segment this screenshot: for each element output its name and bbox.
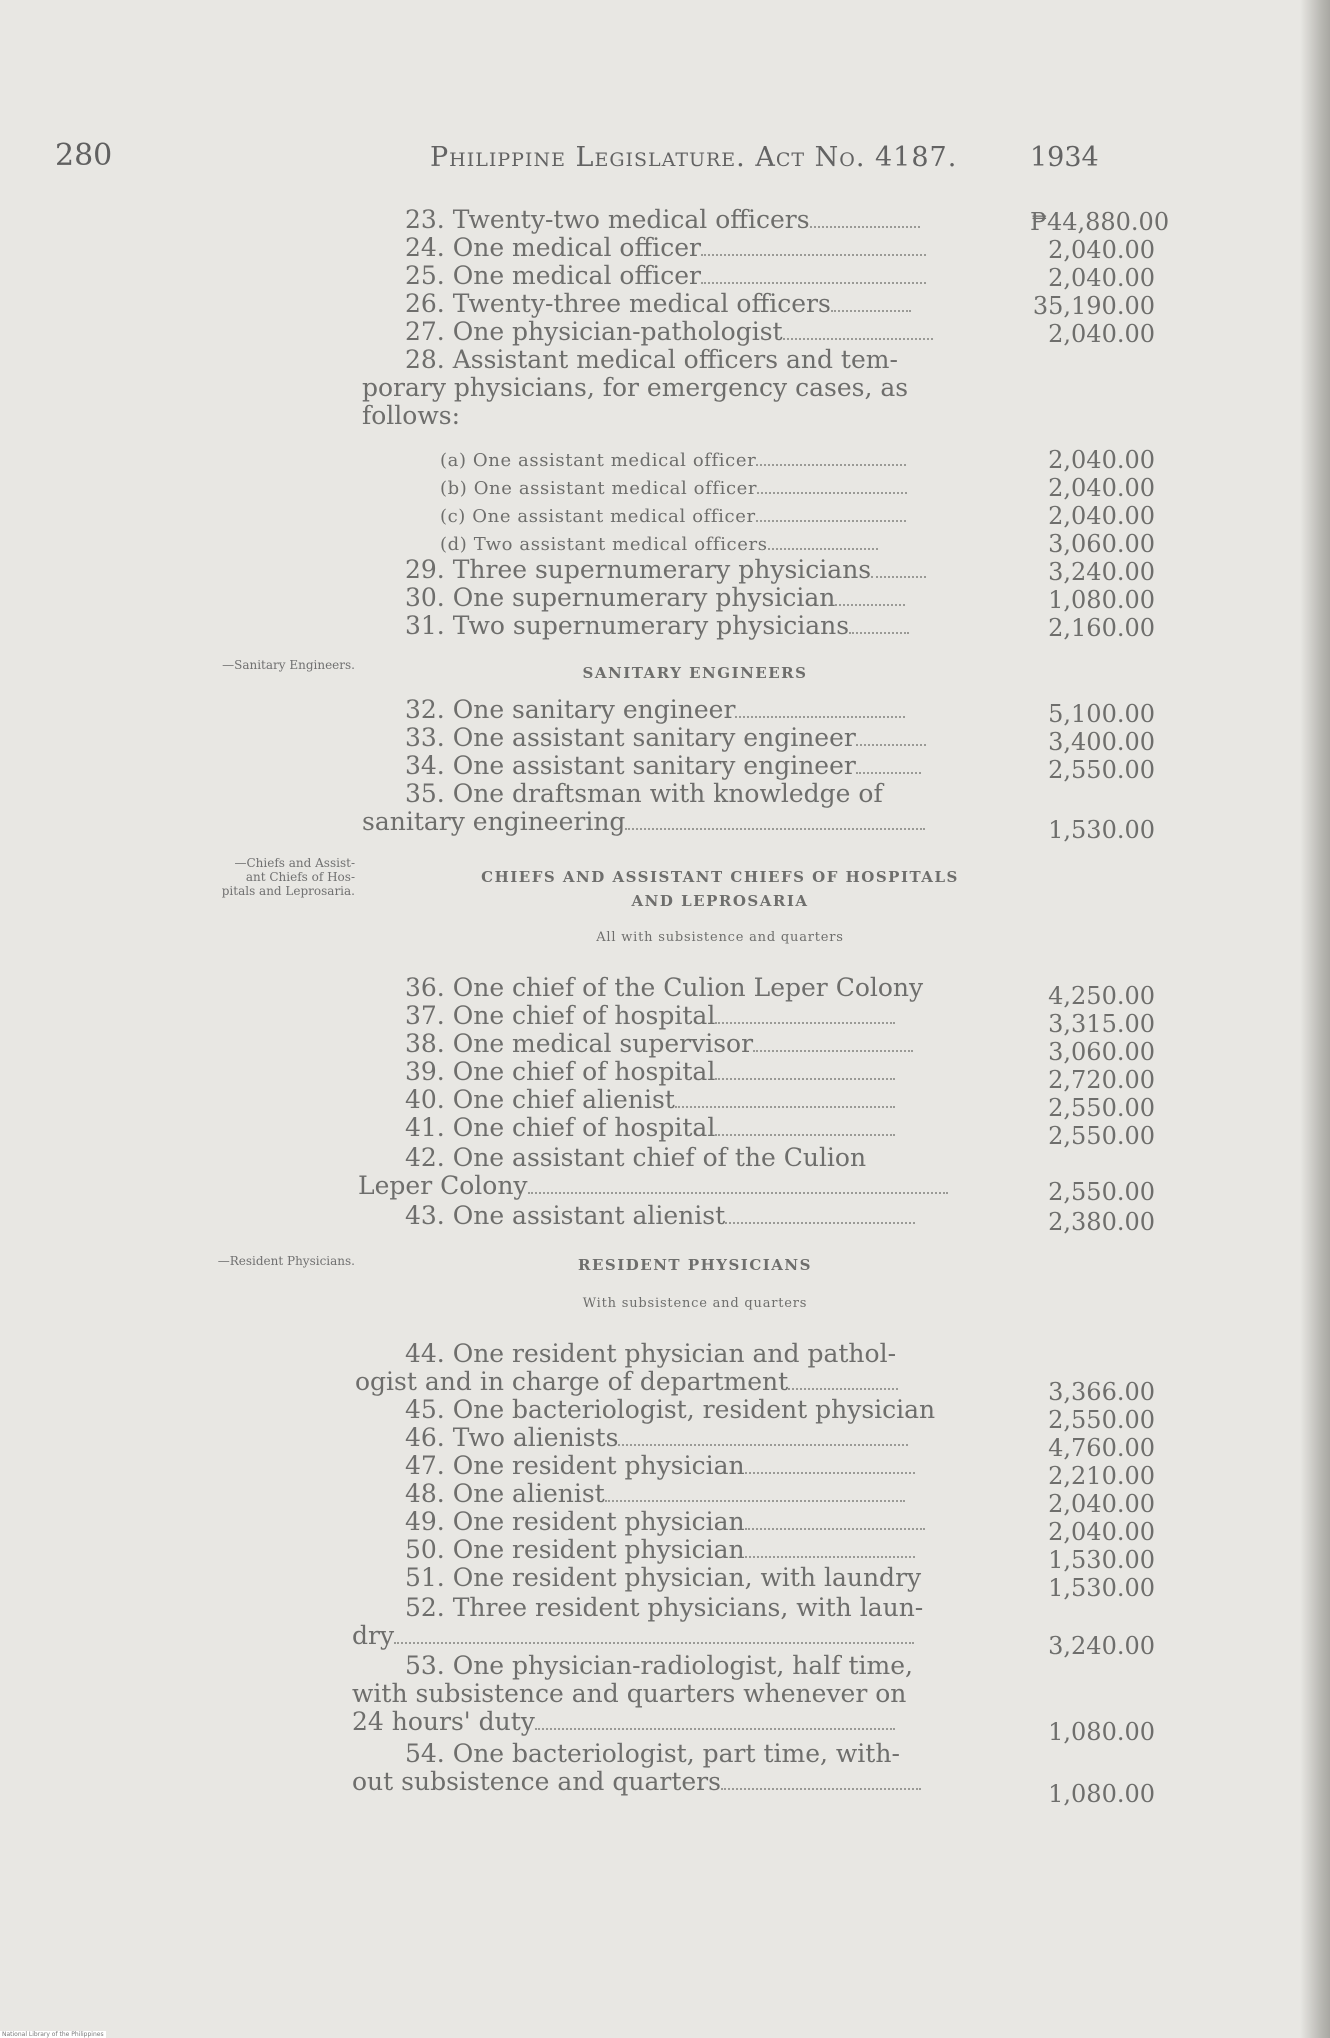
list-item: 47. One resident physician xyxy=(405,1452,915,1480)
paragraph-line: ogist and in charge of department xyxy=(355,1368,898,1396)
amount: 2,720.00 xyxy=(1048,1066,1155,1094)
amount: 3,240.00 xyxy=(1048,558,1155,586)
amount: 3,366.00 xyxy=(1048,1378,1155,1406)
amount: 3,400.00 xyxy=(1048,728,1155,756)
margin-note: —Resident Physicians. xyxy=(217,1254,355,1268)
paragraph-line: 53. One physician-radiologist, half time, xyxy=(405,1651,913,1680)
margin-note: —Chiefs and Assist- ant Chiefs of Hos- pitals and Leprosaria. xyxy=(221,856,355,898)
amount: 1,530.00 xyxy=(1048,1546,1155,1574)
amount: 3,240.00 xyxy=(1048,1632,1155,1660)
amount: 1,080.00 xyxy=(1048,1780,1155,1808)
sub-item: (a) One assistant medical officer xyxy=(440,446,906,474)
amount: 2,040.00 xyxy=(1048,1490,1155,1518)
amount: 3,060.00 xyxy=(1048,1038,1155,1066)
amount: 2,550.00 xyxy=(1048,1178,1155,1206)
amount: 3,060.00 xyxy=(1048,530,1155,558)
amount: 4,250.00 xyxy=(1048,982,1155,1010)
amount: 2,040.00 xyxy=(1048,236,1155,264)
list-item: 40. One chief alienist xyxy=(405,1086,895,1114)
list-item: 30. One supernumerary physician xyxy=(405,584,905,612)
amount: 1,530.00 xyxy=(1048,1574,1155,1602)
list-item: 32. One sanitary engineer xyxy=(405,696,905,724)
section-heading: SANITARY ENGINEERS xyxy=(582,664,808,682)
paragraph-line: follows: xyxy=(362,401,460,430)
amount: 1,080.00 xyxy=(1048,1718,1155,1746)
paragraph-line: dry xyxy=(352,1622,914,1650)
list-item: 41. One chief of hospital xyxy=(405,1114,895,1142)
sub-item: (d) Two assistant medical officers xyxy=(440,530,878,558)
paragraph-line: out subsistence and quarters xyxy=(352,1768,921,1796)
list-item: 38. One medical supervisor xyxy=(405,1030,913,1058)
amount: 5,100.00 xyxy=(1048,700,1155,728)
paragraph-line: sanitary engineering xyxy=(362,808,925,836)
list-item: 26. Twenty-three medical officers xyxy=(405,290,911,318)
paragraph-line: 28. Assistant medical officers and tem- xyxy=(405,345,898,374)
list-item: 27. One physician-pathologist xyxy=(405,318,933,346)
list-item: 31. Two supernumerary physicians xyxy=(405,612,909,640)
list-item: 37. One chief of hospital xyxy=(405,1002,895,1030)
section-subheading: With subsistence and quarters xyxy=(582,1296,808,1311)
amount: 2,550.00 xyxy=(1048,1094,1155,1122)
list-item: 45. One bacteriologist, resident physician xyxy=(405,1395,936,1424)
sub-item: (b) One assistant medical officer xyxy=(440,474,907,502)
margin-note: —Sanitary Engineers. xyxy=(222,658,355,672)
paragraph-line: 54. One bacteriologist, part time, with- xyxy=(405,1739,900,1768)
amount: 3,315.00 xyxy=(1048,1010,1155,1038)
amount: ₱44,880.00 xyxy=(1030,208,1170,236)
page-number: 280 xyxy=(55,138,113,173)
amount: 2,160.00 xyxy=(1048,614,1155,642)
amount: 2,040.00 xyxy=(1048,446,1155,474)
amount: 1,530.00 xyxy=(1048,816,1155,844)
paragraph-line: 35. One draftsman with knowledge of xyxy=(405,779,883,808)
paragraph-line: Leper Colony xyxy=(358,1172,948,1200)
paragraph-line: 42. One assistant chief of the Culion xyxy=(405,1143,867,1172)
list-item: 51. One resident physician, with laundry xyxy=(405,1563,922,1592)
paragraph-line: 24 hours' duty xyxy=(352,1708,895,1736)
list-item: 36. One chief of the Culion Leper Colony xyxy=(405,973,924,1002)
amount: 2,040.00 xyxy=(1048,264,1155,292)
list-item: 29. Three supernumerary physicians xyxy=(405,556,926,584)
amount: 2,380.00 xyxy=(1048,1208,1155,1236)
list-item: 50. One resident physician xyxy=(405,1536,915,1564)
amount: 4,760.00 xyxy=(1048,1434,1155,1462)
section-subheading: All with subsistence and quarters xyxy=(596,930,844,945)
amount: 1,080.00 xyxy=(1048,586,1155,614)
sub-item: (c) One assistant medical officer xyxy=(440,502,906,530)
amount: 2,550.00 xyxy=(1048,756,1155,784)
amount: 2,040.00 xyxy=(1048,1518,1155,1546)
paragraph-line: porary physicians, for emergency cases, as xyxy=(362,373,909,402)
paragraph-line: with subsistence and quarters whenever on xyxy=(352,1679,907,1708)
list-item: 39. One chief of hospital xyxy=(405,1058,895,1086)
amount: 2,040.00 xyxy=(1048,474,1155,502)
amount: 35,190.00 xyxy=(1032,292,1155,320)
paragraph-line: 52. Three resident physicians, with laun- xyxy=(405,1593,924,1622)
list-item: 33. One assistant sanitary engineer xyxy=(405,724,926,752)
section-heading: RESIDENT PHYSICIANS xyxy=(578,1256,812,1274)
list-item: 49. One resident physician xyxy=(405,1508,925,1536)
list-item: 24. One medical officer xyxy=(405,234,926,262)
amount: 2,040.00 xyxy=(1048,502,1155,530)
list-item: 34. One assistant sanitary engineer xyxy=(405,752,921,780)
list-item: 48. One alienist xyxy=(405,1480,905,1508)
amount: 2,550.00 xyxy=(1048,1406,1155,1434)
list-item: 43. One assistant alienist xyxy=(405,1202,915,1230)
amount: 2,550.00 xyxy=(1048,1122,1155,1150)
running-head-title: Philippine Legislature. Act No. 4187. xyxy=(430,142,958,173)
list-item: 25. One medical officer xyxy=(405,262,926,290)
section-heading: CHIEFS AND ASSISTANT CHIEFS OF HOSPITALS xyxy=(481,868,959,886)
section-heading: AND LEPROSARIA xyxy=(631,892,809,910)
list-item: 46. Two alienists xyxy=(405,1424,908,1452)
amount: 2,040.00 xyxy=(1048,320,1155,348)
running-head-year: 1934 xyxy=(1030,142,1099,173)
list-item: 23. Twenty-two medical officers xyxy=(405,206,920,234)
amount: 2,210.00 xyxy=(1048,1462,1155,1490)
paragraph-line: 44. One resident physician and pathol- xyxy=(405,1339,897,1368)
source-credit: National Library of the Philippines xyxy=(2,2031,104,2038)
